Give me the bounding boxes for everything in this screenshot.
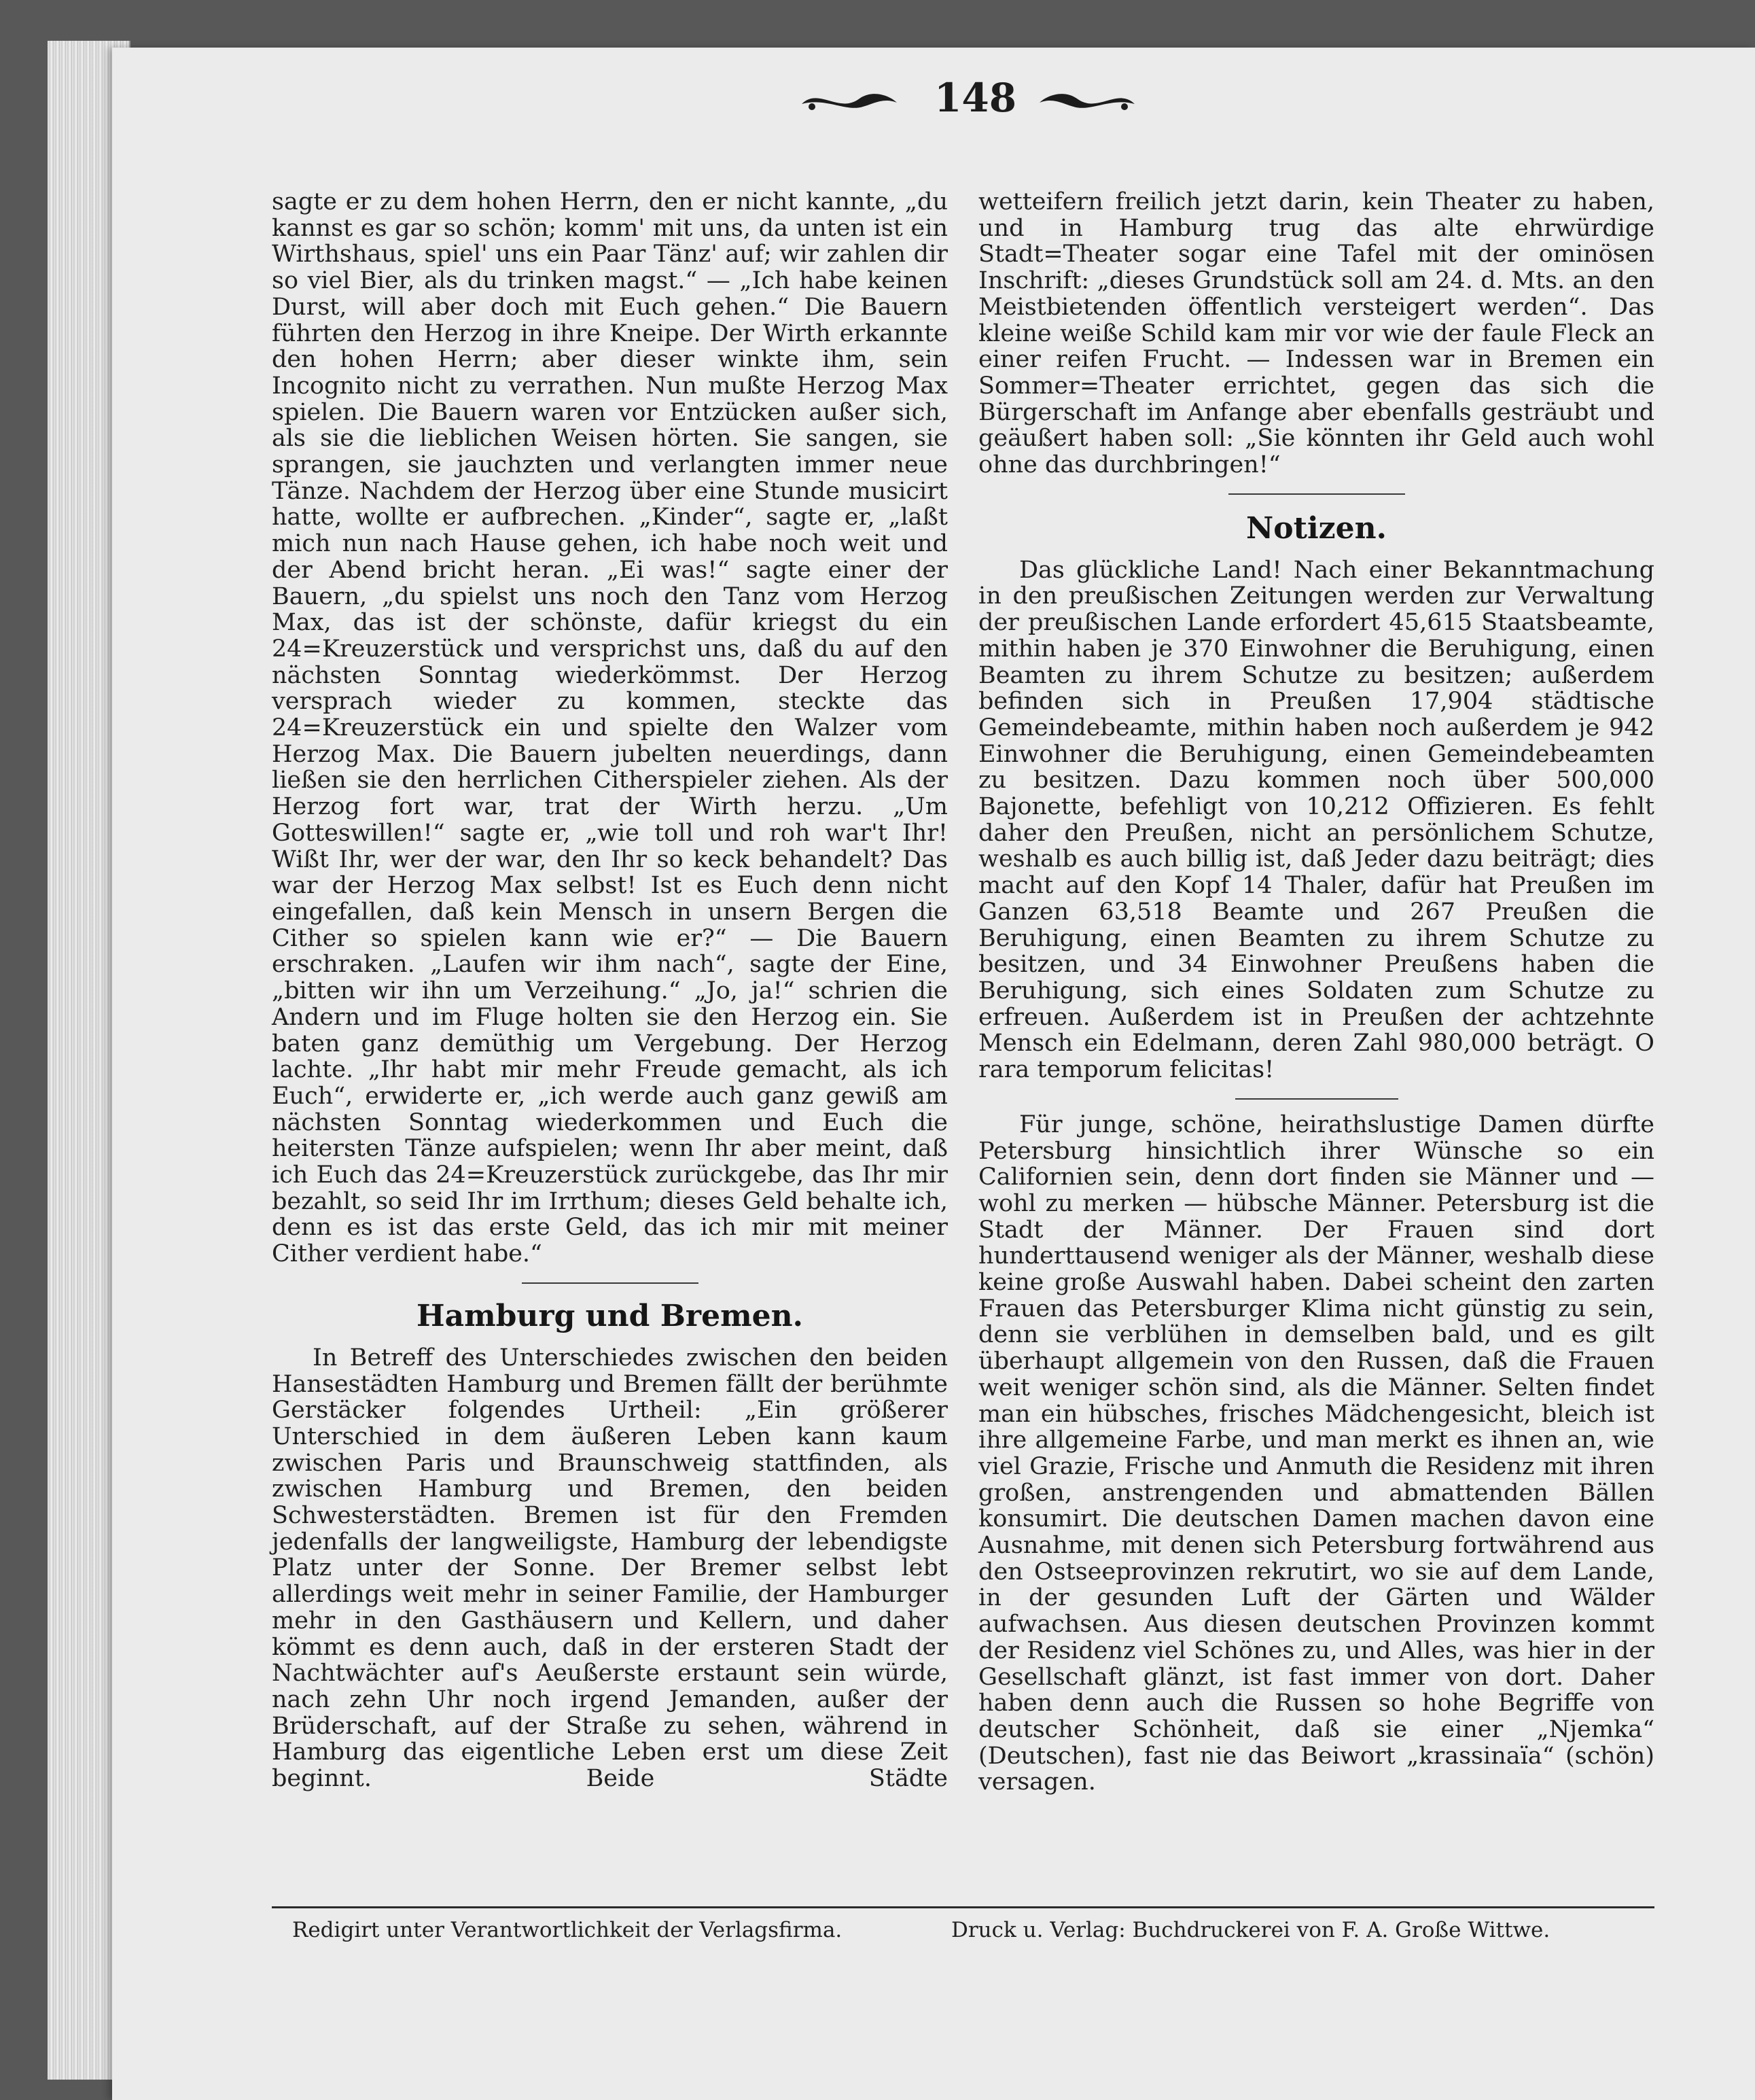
footer-editor-note: Redigirt unter Verantwortlichkeit der Verlagsfirma. (292, 1918, 843, 1942)
section-title-notes: Notizen. (1246, 510, 1387, 546)
footer-printer-note: Druck u. Verlag: Buchdruckerei von F. A. Große Wittwe. (951, 1918, 1550, 1942)
hamburg-continued-paragraph: wetteifern freilich jetzt darin, kein Theater zu haben, und in Hamburg trug das alte ehrwürdige Stadt=Theater sogar eine Tafel mit der ominösen Inschrift: „dieses Grundstück soll am 24. d. Mts. an den Meistbietenden öffentlich versteigert werden“. Das kleine weiße Schild kam mir vor wie der faule Fleck an einer reifen Frucht. — Indessen war in Bremen ein Sommer=Theater errichtet, gegen das sich die Bürgerschaft im Anfange aber ebenfalls gesträubt und geäußert haben soll: „Sie könnten ihr Geld auch wohl ohne das durchbringen!“ (978, 188, 1654, 479)
left-ornament-icon (798, 84, 900, 118)
divider-rule (1235, 1098, 1398, 1100)
page-header (798, 71, 1138, 133)
left-column (272, 189, 948, 1792)
divider-rule (522, 1282, 698, 1284)
note-paragraph-2: Für junge, schöne, heirathslustige Damen dürfte Petersburg hinsichtlich ihrer Wünsche so ein Californien sein, denn dort finden sie Männer und — wohl zu merken — hübsche Männer. Petersburg ist die Stadt der Männer. Der Frauen sind dort hunderttausend weniger als der Männer, weshalb diese keine große Auswahl haben. Dabei scheint den zarten Frauen das Petersburger Klima nicht günstig zu sein, denn sie verblühen in demselben bald, und es gilt überhaupt allgemein von den Russen, daß die Frauen weit weniger schön sind, als die Männer. Selten findet man ein hübsches, frisches Mädchengesicht, bleich ist ihre allgemeine Farbe, und man merkt es ihnen an, wie viel Grazie, Frische und Anmuth die Residenz mit ihren großen, anstrengenden und abmattenden Bällen konsumirt. Die deutschen Damen machen davon eine Ausnahme, mit denen sich Petersburg fortwährend aus den Ostseeprovinzen rekrutirt, wo sie auf dem Lande, in der gesunden Luft der Gärten und Wälder aufwachsen. Aus diesen deutschen Provinzen kommt der Residenz viel Schönes zu, und Alles, was hier in der Gesellschaft glänzt, ist fast immer von dort. Daher haben denn auch die Russen so hohe Begriffe von deutscher Schönheit, daß sie einer „Njemka“ (Deutschen), fast nie das Beiwort „krassinaïa“ (schön) versagen. (978, 1110, 1654, 1796)
right-column (978, 189, 1654, 1796)
right-ornament-icon (1036, 84, 1138, 118)
divider-rule (1228, 493, 1405, 495)
hamburg-paragraph: In Betreff des Unterschiedes zwischen den beiden Hansestädten Hamburg und Bremen fällt der berühmte Gerstäcker folgendes Urtheil: „Ein größerer Unterschied in dem äußeren Leben kann kaum zwischen Paris und Braunschweig stattfinden, als zwischen Hamburg und Bremen, den beiden Schwesterstädten. Bremen ist für den Fremden jedenfalls der langweiligste, Hamburg der lebendigste Platz unter der Sonne. Der Bremer selbst lebt allerdings weit mehr in seiner Familie, der Hamburger mehr in den Gasthäusern und Kellern, und daher kömmt es denn auch, daß in der ersteren Stadt der Nachtwächter auf's Aeußerste erstaunt sein würde, nach zehn Uhr noch irgend Jemanden, außer der Brüderschaft, auf der Straße zu sehen, während in Hamburg das eigentliche Leben erst um diese Zeit beginnt. Beide Städte (272, 1344, 948, 1793)
footer-rule (272, 1906, 1654, 1908)
page-number: 148 (934, 75, 1017, 121)
story-paragraph: sagte er zu dem hohen Herrn, den er nicht kannte, „du kannst es gar so schön; komm' mit uns, da unten ist ein Wirthshaus, spiel' uns ein Paar Tänz' auf; wir zahlen dir so viel Bier, als du trinken magst.“ — „Ich habe keinen Durst, will aber doch mit Euch gehen.“ Die Bauern führten den Herzog in ihre Kneipe. Der Wirth erkannte den hohen Herrn; aber dieser winkte ihm, sein Incognito nicht zu verrathen. Nun mußte Herzog Max spielen. Die Bauern waren vor Entzücken außer sich, als sie die lieblichen Weisen hörten. Sie sangen, sie sprangen, sie jauchzten und verlangten immer neue Tänze. Nachdem der Herzog über eine Stunde musicirt hatte, wollte er aufbrechen. „Kinder“, sagte er, „laßt mich nun nach Hause gehen, ich habe noch weit und der Abend bricht heran. „Ei was!“ sagte einer der Bauern, „du spielst uns noch den Tanz vom Herzog Max, das ist der schönste, dafür kriegst du ein 24=Kreuzerstück und versprichst uns, daß du auf den nächsten Sonntag wiederkömmst. Der Herzog versprach wieder zu kommen, steckte das 24=Kreuzerstück ein und spielte den Walzer vom Herzog Max. Die Bauern jubelten neuerdings, dann ließen sie den herrlichen Citherspieler ziehen. Als der Herzog fort war, trat der Wirth herzu. „Um Gotteswillen!“ sagte er, „wie toll und roh war't Ihr! Wißt Ihr, wer der war, den Ihr so keck behandelt? Das war der Herzog Max selbst! Ist es Euch denn nicht eingefallen, daß kein Mensch in unsern Bergen die Cither so spielen kann wie er?“ — Die Bauern erschraken. „Laufen wir ihm nach“, sagte der Eine, „bitten wir ihn um Verzeihung.“ „Jo, ja!“ schrien die Andern und im Fluge holten sie den Herzog ein. Sie baten ganz demüthig um Vergebung. Der Herzog lachte. „Ihr habt mir mehr Freude gemacht, als ich Euch“, erwiderte er, „ich werde auch ganz gewiß am nächsten Sonntag wiederkommen und Euch die heitersten Tänze aufspielen; wenn Ihr aber meint, daß ich Euch das 24=Kreuzerstück zurückgebe, das Ihr mir bezahlt, so seid Ihr im Irrthum; dieses Geld behalte ich, denn es ist das erste Geld, das ich mir mit meiner Cither verdient habe.“ (272, 188, 948, 1268)
section-title-hamburg: Hamburg und Bremen. (416, 1298, 803, 1333)
note-paragraph-1: Das glückliche Land! Nach einer Bekanntmachung in den preußischen Zeitungen werden zur Verwaltung der preußischen Lande erfordert 45,615 Staatsbeamte, mithin haben je 370 Einwohner die Beruhigung, einen Beamten zu ihrem Schutze zu besitzen; außerdem befinden sich in Preußen 17,904 städtische Gemeindebeamte, mithin haben noch außerdem je 942 Einwohner die Beruhigung, einen Gemeindebeamten zu besitzen. Dazu kommen noch über 500,000 Bajonette, befehligt von 10,212 Offizieren. Es fehlt daher den Preußen, nicht an persönlichem Schutze, weshalb es auch billig ist, daß Jeder dazu beiträgt; dies macht auf den Kopf 14 Thaler, dafür hat Preußen im Ganzen 63,518 Beamte und 267 Preußen die Beruhigung, einen Beamten zu ihrem Schutze zu besitzen, und 34 Einwohner Preußens haben die Beruhigung, sich eines Soldaten zum Schutze zu erfreuen. Außerdem ist in Preußen der achtzehnte Mensch ein Edelmann, deren Zahl 980,000 beträgt. O rara temporum felicitas! (978, 556, 1654, 1084)
